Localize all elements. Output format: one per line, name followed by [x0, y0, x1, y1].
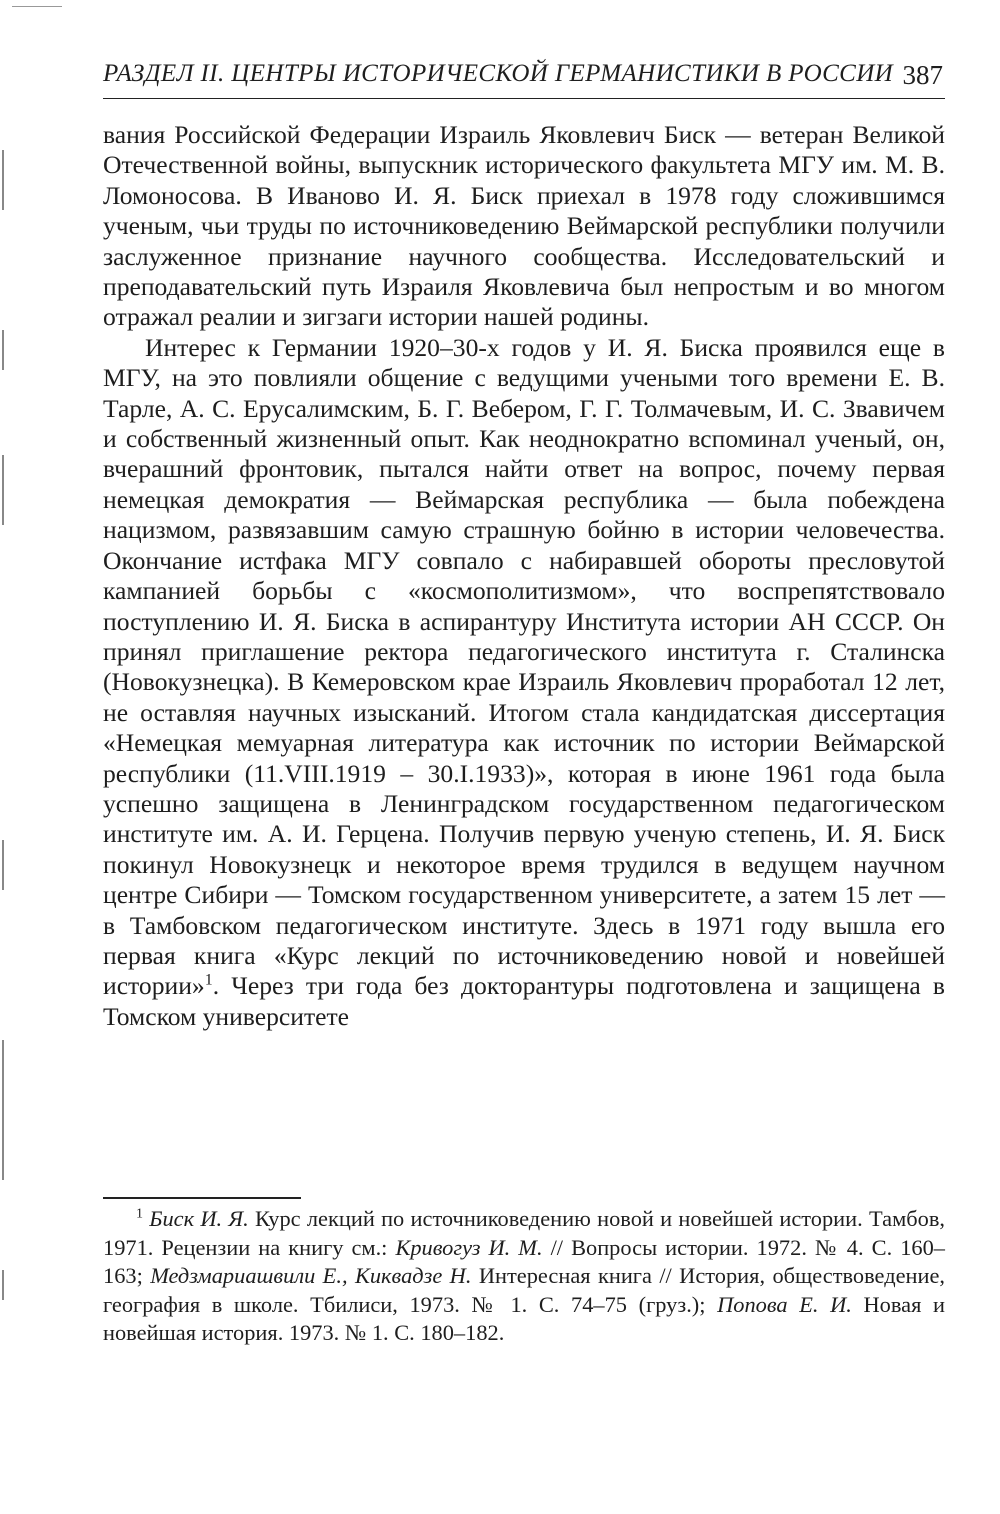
page-number: 387: [902, 60, 943, 90]
scan-left-edge: [0, 0, 20, 1514]
footnote-author-2: Кривогуз И. М.: [395, 1234, 543, 1260]
footnote-author-1: Биск И. Я.: [149, 1206, 249, 1231]
footnote-reference: 1: [204, 971, 213, 989]
footnote-author-4: Попова Е. И.: [717, 1291, 852, 1317]
footnote-text-4: Новая и новейшая история. 1973. № 1. С. 180–182.: [103, 1291, 945, 1345]
footnote-author-3: Медзмариашвили Е., Киквадзе Н.: [150, 1263, 472, 1288]
footnote-separator: [103, 1197, 301, 1199]
footnote-text-1: Курс лекций по источниковедению новой и новейшей истории. Тамбов, 1971. Рецензии на книгу см.:: [103, 1206, 945, 1260]
footnote-text-2: // Вопросы истории. 1972. № 4. С. 160–163;: [103, 1234, 945, 1288]
section-title: РАЗДЕЛ II. ЦЕНТРЫ ИСТОРИЧЕСКОЙ ГЕРМАНИСТИКИ В РОССИИ: [103, 60, 894, 87]
paragraph-2: [103, 333, 945, 1032]
main-text: [103, 120, 945, 1032]
paragraph-1: вания Российской Федерации Израиль Яковлевич Биск — ветеран Великой Отечественной войны, выпускник исторического факультета МГУ им. М. В. Ломоносова. В Иваново И. Я. Биск приехал в 1978 году сложившимся ученым, чьи труды по источниковедению Веймарской республики получили заслуженное признание научного сообщества. Исследовательский и преподавательский путь Израиля Яковлевича был непростым и во многом отражал реалии и зигзаги истории нашей родины.: [103, 120, 945, 332]
footnote: [103, 1205, 945, 1348]
paragraph-2-main: Интерес к Германии 1920–30-х годов у И. Я. Биска проявился еще в МГУ, на это повлияли общение с ведущими учеными того времени Е. В. Тарле, А. С. Ерусалимским, Б. Г. Вебером, Г. Г. Толмачевым, И. С. Звавичем и собственный жизненный опыт. Как неоднократно вспоминал ученый, он, вчерашний фронтовик, пытался найти ответ на вопрос, почему первая немецкая демократия — Веймарская республика — была побеждена нацизмом, развязавшим самую страшную бойню в истории человечества. Окончание истфака МГУ совпало с набиравшей обороты пресловутой кампанией борьбы с «космополитизмом», что воспрепятствовало поступлению И. Я. Биска в аспирантуру Института истории АН СССР. Он принял приглашение ректора педагогического института г. Сталинска (Новокузнецка). В Кемеровском крае Израиль Яковлевич проработал 12 лет, не оставляя научных изысканий. Итогом стала кандидатская диссертация «Немецкая мемуарная литература как источник по истории Веймарской республики (11.VIII.1919 – 30.I.1933)», которая в июне 1961 года была успешно защищена в Ленинградском государственном педагогическом институте им. А. И. Герцена. Получив первую ученую степень, И. Я. Биск покинул Новокузнецк и некоторое время трудился в ведущем научном центре Сибири — Томском государственном университете, а затем 15 лет — в Тамбовском педагогическом институте. Здесь в 1971 году вышла его первая книга «Курс лекций по источниковедению новой и новейшей истории»: [103, 332, 945, 1001]
running-head: [103, 56, 945, 99]
footnote-text-3: Интересная книга // История, обществоведение, география в школе. Тбилиси, 1973. № 1. С. 74–75 (груз.);: [103, 1263, 946, 1317]
paragraph-2-tail: . Через три года без докторантуры подготовлена и защищена в Томском университете: [103, 971, 945, 1031]
footnote-marker: 1: [136, 1206, 143, 1222]
